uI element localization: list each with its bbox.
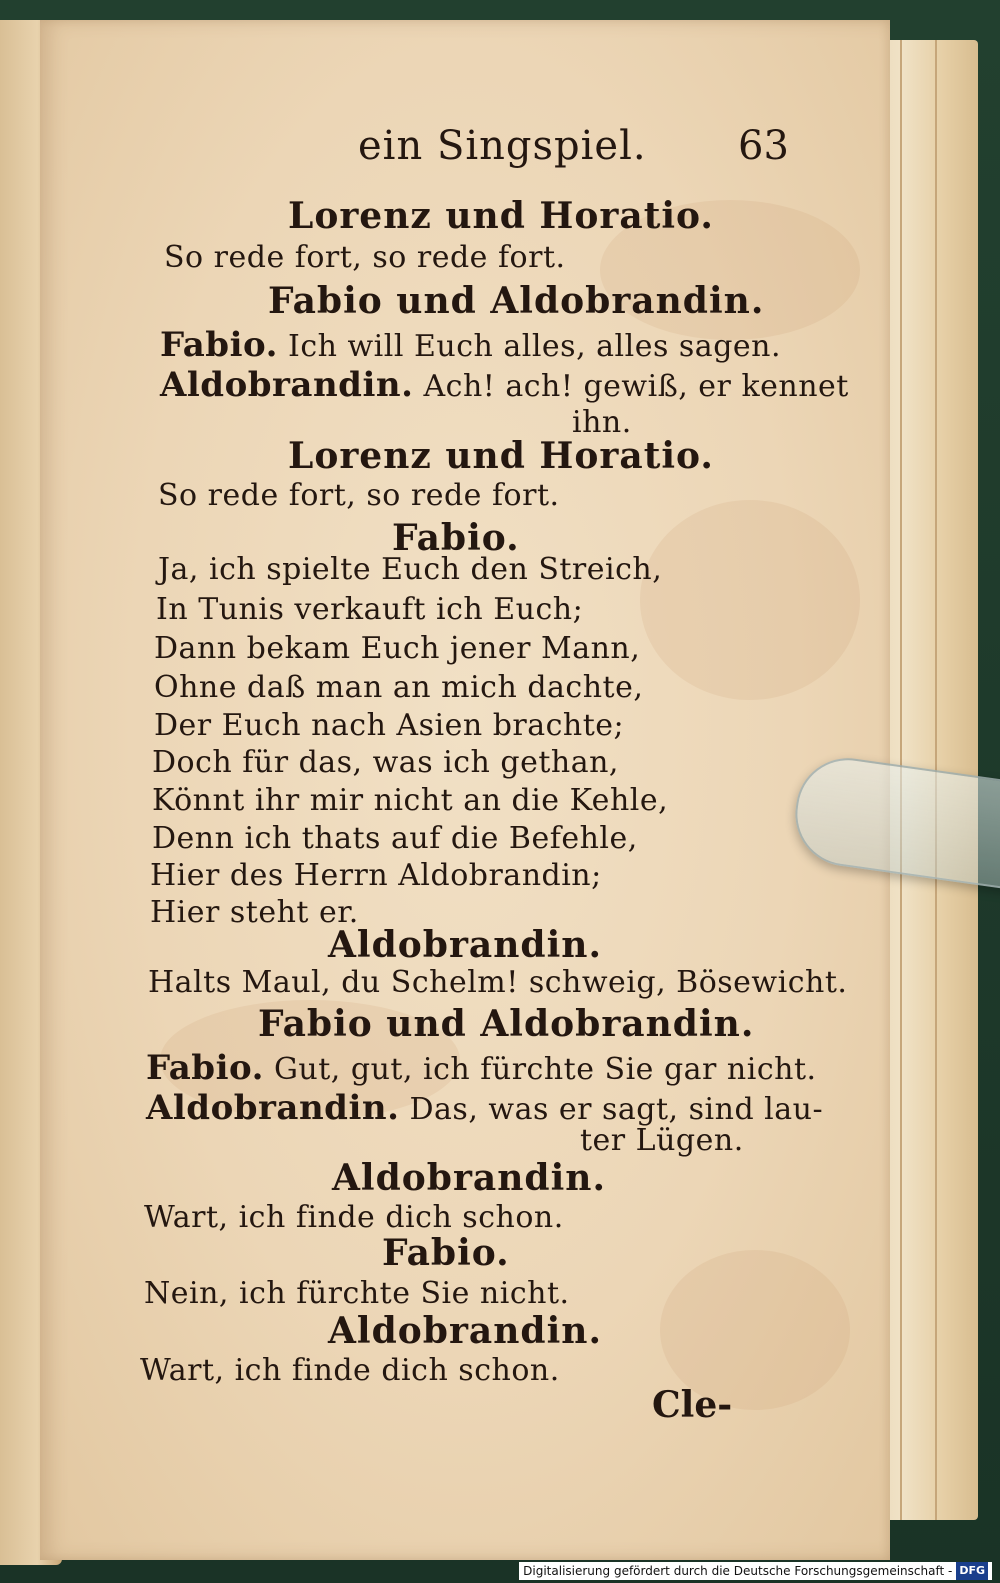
text-line: ihn. — [572, 405, 632, 440]
verse-line: Hier des Herrn Aldobrandin; — [150, 858, 602, 893]
paper-stain — [640, 500, 860, 700]
text-line — [146, 1048, 817, 1088]
verse-line: Hier steht er. — [150, 895, 359, 930]
verse-line: Dann bekam Euch jener Mann, — [154, 631, 641, 666]
verse-line: Denn ich thats auf die Befehle, — [152, 821, 638, 856]
inline-speaker: Fabio. — [160, 325, 278, 365]
verse-line: Ohne daß man an mich dachte, — [154, 670, 644, 705]
text-line: ter Lügen. — [580, 1123, 744, 1158]
text-line: So rede fort, so rede fort. — [164, 240, 566, 275]
page-number: 63 — [738, 123, 789, 169]
speaker-heading: Aldobrandin. — [328, 924, 602, 966]
line-text: Gut, gut, ich fürchte Sie gar nicht. — [273, 1052, 817, 1087]
speaker-heading: Fabio. — [392, 517, 520, 559]
book-page — [40, 20, 890, 1560]
line-text: Ach! ach! gewiß, er kennet — [423, 369, 849, 404]
dfg-logo: DFG — [956, 1562, 988, 1580]
inline-speaker: Fabio. — [146, 1048, 264, 1088]
speaker-heading: Fabio und Aldobrandin. — [268, 280, 765, 322]
catchword: Cle- — [652, 1384, 733, 1426]
text-line — [146, 1088, 823, 1128]
verse-line: Ja, ich spielte Euch den Streich, — [158, 552, 663, 587]
speaker-heading: Aldobrandin. — [332, 1157, 606, 1199]
text-line: Halts Maul, du Schelm! schweig, Bösewicht. — [148, 965, 848, 1000]
text-line — [160, 365, 849, 405]
line-text: Ich will Euch alles, alles sagen. — [287, 329, 782, 364]
line-text: Das, was er sagt, sind lau- — [409, 1092, 824, 1127]
text-line: Wart, ich finde dich schon. — [144, 1200, 564, 1235]
speaker-heading: Lorenz und Horatio. — [288, 435, 714, 477]
speaker-heading: Fabio. — [382, 1232, 510, 1274]
text-line — [160, 325, 781, 365]
verse-line: Doch für das, was ich gethan, — [152, 745, 619, 780]
text-line: Wart, ich finde dich schon. — [140, 1353, 560, 1388]
credit-text: Digitalisierung gefördert durch die Deutsche Forschungsgemeinschaft - — [523, 1564, 953, 1578]
speaker-heading: Fabio und Aldobrandin. — [258, 1003, 755, 1045]
speaker-heading: Lorenz und Horatio. — [288, 195, 714, 237]
verse-line: In Tunis verkauft ich Euch; — [156, 592, 584, 627]
text-line: Nein, ich fürchte Sie nicht. — [144, 1276, 570, 1311]
verse-line: Der Euch nach Asien brachte; — [154, 708, 625, 743]
verse-line: Könnt ihr mir nicht an die Kehle, — [152, 783, 669, 818]
running-title: ein Singspiel. — [358, 123, 647, 169]
inline-speaker: Aldobrandin. — [146, 1088, 400, 1128]
speaker-heading: Aldobrandin. — [328, 1310, 602, 1352]
digitization-credit — [519, 1562, 992, 1580]
inline-speaker: Aldobrandin. — [160, 365, 414, 405]
text-line: So rede fort, so rede fort. — [158, 478, 560, 513]
